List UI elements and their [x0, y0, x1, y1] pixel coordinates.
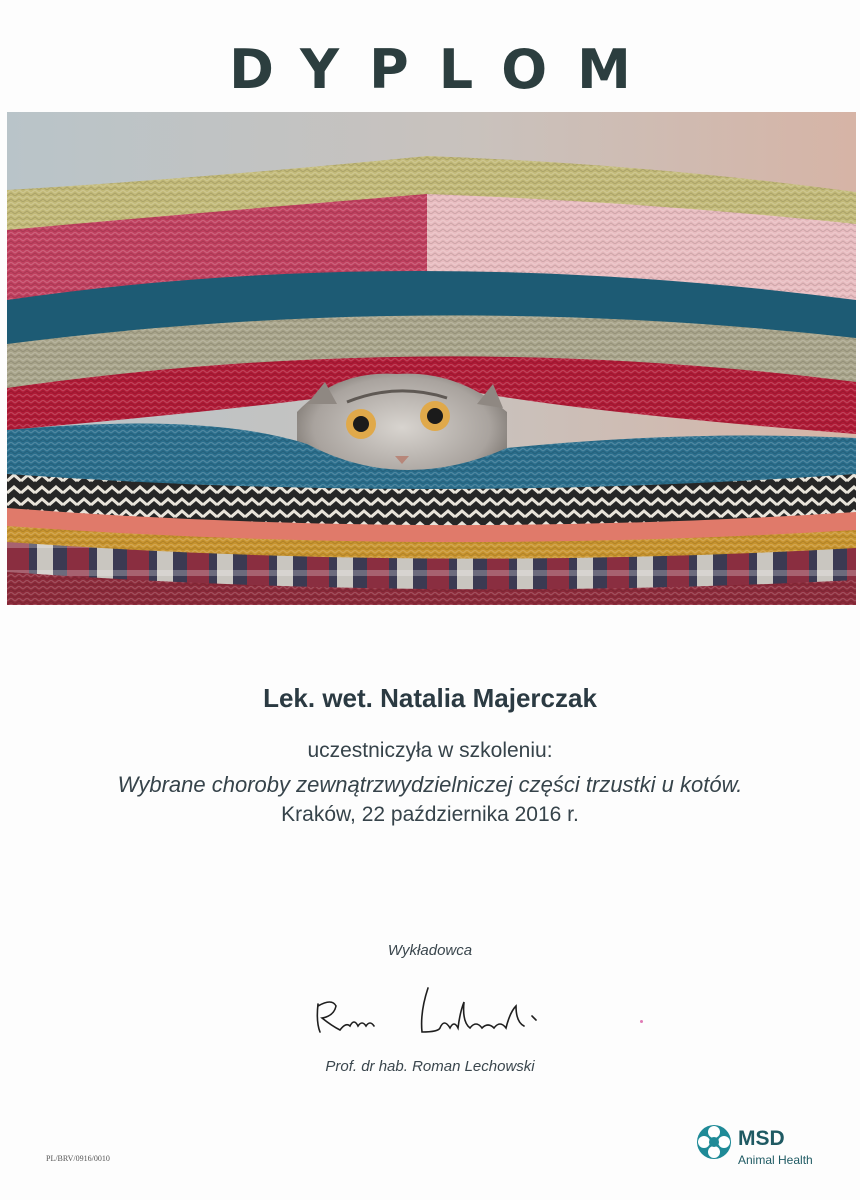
logo-brand: MSD: [738, 1127, 785, 1150]
recipient-name: Lek. wet. Natalia Majerczak: [263, 683, 597, 713]
lecturer-name: Prof. dr hab. Roman Lechowski: [325, 1058, 535, 1075]
signature: [310, 982, 560, 1044]
logo-subtitle: Animal Health: [738, 1153, 813, 1167]
ink-mark: [640, 1020, 643, 1023]
diploma-title: DYPLOM: [229, 38, 661, 101]
cat-photo: [7, 112, 856, 605]
place-date: Kraków, 22 października 2016 r.: [281, 803, 579, 826]
course-title: Wybrane choroby zewnątrzwydzielniczej części trzustki u kotów.: [117, 772, 743, 797]
participation-text: uczestniczyła w szkoleniu:: [307, 739, 553, 762]
lecturer-label: Wykładowca: [387, 942, 473, 959]
document-code: PL/BRV/0916/0010: [46, 1154, 110, 1163]
msd-logo-icon: [696, 1124, 732, 1160]
msd-logo: [696, 1122, 826, 1170]
